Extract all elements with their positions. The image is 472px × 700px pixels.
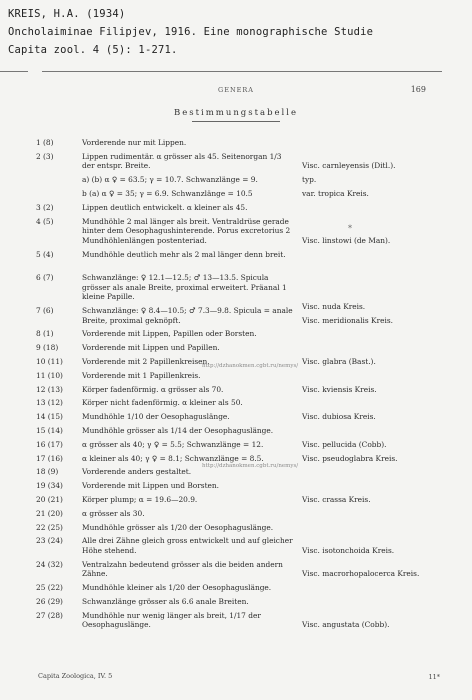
key-entry — [0, 306, 472, 329]
entry-number: 14 (15) — [36, 412, 63, 422]
entry-text: Vorderende mit 1 Papillenkreis. — [82, 370, 201, 380]
key-entry — [0, 523, 472, 537]
entry-text: Körper nicht fadenförmig. α kleiner als 50. — [82, 398, 243, 408]
key-entry — [0, 509, 472, 523]
species-name: Visc. crassa Kreis. — [302, 494, 371, 504]
page-number: 169 — [410, 85, 426, 94]
entry-text: Lippen deutlich entwickelt. α kleiner als 45. — [82, 202, 248, 212]
entry-text: a) (b) α ♀ = 63.5; γ = 10.7. Schwanzlänge = 9. — [82, 175, 258, 185]
entry-text: Vorderende nur mit Lippen. — [82, 138, 187, 147]
watermark-url: http://dzhanokmen.cgbt.ru/nemys/ — [202, 463, 299, 469]
entry-text: b (a) α ♀ = 35; γ = 6.9. Schwanzlänge = 10.5 — [82, 188, 253, 198]
entry-number: 21 (20) — [36, 508, 63, 518]
key-entry — [0, 597, 472, 611]
card-divider-left — [0, 71, 28, 72]
entry-text: Vorderende anders gestaltet. — [82, 467, 192, 477]
entry-number: 3 (2) — [36, 202, 54, 212]
species-name: Visc. angustata (Cobb). — [302, 620, 390, 630]
key-entry — [0, 189, 472, 203]
entry-text: Körper fadenförmig. α grösser als 70. — [82, 384, 224, 394]
entry-text: Vorderende mit Lippen und Papillen. — [82, 343, 220, 353]
entry-number: 12 (13) — [36, 384, 63, 394]
entry-text: Mundhöhle kleiner als 1/20 der Oesophaguslänge. — [82, 583, 272, 593]
card-author-line: KREIS, H.A. (1934) — [8, 8, 126, 20]
key-entry — [0, 138, 472, 152]
entry-text: α kleiner als 40; γ ♀ = 8.1; Schwanzlänge = 8.5. — [82, 453, 264, 463]
entry-text: Schwanzlänge: ♀ 12.1—12.5; ♂ 13—13.5. Spicula grösser als anale Breite, proximal erweitert. Präanal 1 kleine Papille. — [82, 272, 287, 302]
species-name: Visc. meridionalis Kreis. — [302, 315, 393, 325]
entry-number: 15 (14) — [36, 425, 63, 435]
entry-text: Lippen rudimentär. α grösser als 45. Seitenorgan 1/3 der entspr. Breite. — [82, 151, 282, 171]
entry-number: 11 (10) — [36, 370, 63, 380]
species-name: Visc. isotonchoida Kreis. — [302, 545, 395, 555]
entry-number: 27 (28) — [36, 610, 63, 620]
key-entry — [0, 175, 472, 189]
species-name: Visc. pellucida (Cobb). — [302, 439, 387, 449]
key-entry — [0, 152, 472, 175]
entry-text: Vorderende mit Lippen, Papillen oder Borsten. — [82, 329, 257, 339]
entry-number: 5 (4) — [36, 249, 54, 259]
species-name: typ. — [302, 175, 317, 185]
entry-number: 1 (8) — [36, 138, 54, 147]
key-heading: Bestimmungstabelle — [173, 108, 299, 118]
entry-text: Körper plump; α = 19.6—20.9. — [82, 494, 198, 504]
key-entry — [0, 203, 472, 217]
entry-number: 13 (12) — [36, 398, 63, 408]
species-name: var. tropica Kreis. — [302, 188, 369, 198]
entry-text: Vorderende mit Lippen und Borsten. — [82, 481, 220, 491]
key-entry — [0, 343, 472, 357]
entry-number: 18 (9) — [36, 467, 59, 477]
entry-number: 4 (5) — [36, 216, 54, 226]
key-entry — [0, 481, 472, 495]
entry-number: 2 (3) — [36, 151, 54, 161]
watermark-url: http://dzhanokmen.cgbt.ru/nemys/ — [202, 363, 299, 369]
key-entry — [0, 495, 472, 509]
entry-number: 16 (17) — [36, 439, 63, 449]
running-header: GENERA — [218, 86, 254, 94]
key-entry — [0, 440, 472, 454]
entry-text: α grösser als 30. — [82, 508, 145, 518]
key-entry — [0, 412, 472, 426]
entry-text: Schwanzlänge grösser als 6.6 anale Breiten. — [82, 596, 249, 606]
footer-journal: Capita Zoologica, IV. 5 — [38, 672, 113, 680]
entry-text: Vorderende mit 2 Papillenkreisen. — [82, 356, 210, 366]
identification-key — [0, 138, 472, 634]
key-entry — [0, 398, 472, 412]
entry-text: Mundhöhle grösser als 1/14 der Oesophaguslänge. — [82, 425, 274, 435]
entry-text: Mundhöhle 1/10 der Oesophaguslänge. — [82, 412, 230, 422]
entry-number: 25 (22) — [36, 583, 63, 593]
key-entry — [0, 467, 472, 481]
key-entry — [0, 611, 472, 634]
entry-number: 9 (18) — [36, 343, 59, 353]
entry-number: 8 (1) — [36, 329, 54, 339]
entry-text: Mundhöhle deutlich mehr als 2 mal länger denn breit. — [82, 249, 286, 259]
footer-signature: 11* — [428, 673, 440, 681]
key-entry — [0, 217, 472, 250]
entry-number: 23 (24) — [36, 536, 63, 546]
key-entry — [0, 329, 472, 343]
species-name: Visc. kviensis Kreis. — [302, 384, 377, 394]
entry-text: α grösser als 40; γ ♀ = 5.5; Schwanzlänge = 12. — [82, 439, 264, 449]
entry-number: 20 (21) — [36, 494, 63, 504]
entry-text: Mundhöhle nur wenig länger als breit, 1/17 der Oesophaguslänge. — [82, 610, 261, 630]
entry-text: Ventralzahn bedeutend grösser als die beiden andern Zähne. — [82, 559, 283, 579]
key-entry — [0, 560, 472, 583]
entry-number: 24 (32) — [36, 559, 63, 569]
entry-number: 19 (34) — [36, 481, 63, 491]
entry-text: Alle drei Zähne gleich gross entwickelt und auf gleicher Höhe stehend. — [82, 536, 293, 555]
key-entry — [0, 426, 472, 440]
entry-number: 10 (11) — [36, 356, 63, 366]
key-entry — [0, 371, 472, 385]
entry-number: 7 (6) — [36, 305, 54, 315]
card-divider — [42, 71, 442, 72]
key-entry — [0, 385, 472, 399]
heading-underline — [192, 121, 280, 122]
key-entry — [0, 536, 472, 559]
species-name: Visc. linstowi (de Man). — [302, 235, 391, 245]
entry-number: 6 (7) — [36, 272, 54, 282]
species-name: Visc. glabra (Bast.). — [302, 356, 376, 366]
card-title-line: Oncholaiminae Filipjev, 1916. Eine monographische Studie — [8, 26, 374, 38]
species-name: Visc. macrorhopalocerca Kreis. — [302, 569, 420, 579]
species-name: Visc. nuda Kreis. — [302, 301, 366, 311]
key-entry — [0, 583, 472, 597]
asterisk-mark: * — [348, 224, 352, 233]
species-name: Visc. dubiosa Kreis. — [302, 412, 376, 422]
entry-number: 26 (29) — [36, 596, 63, 606]
entry-text: Mundhöhle 2 mal länger als breit. Ventraldrüse gerade hinter dem Oesophagushinterende. Porus excretorius 2 Mundhöhlenlängen postenteriad. — [82, 216, 291, 245]
entry-text: Schwanzlänge: ♀ 8.4—10.5; ♂ 7.3—9.8. Spicula = anale Breite, proximal geknöpft. — [82, 305, 293, 325]
species-name: Visc. carnleyensis (Ditl.). — [302, 161, 396, 171]
entry-number: 17 (16) — [36, 453, 63, 463]
species-name: Visc. pseudoglabra Kreis. — [302, 453, 398, 463]
key-entry — [0, 250, 472, 273]
card-citation-line: Capita zool. 4 (5): 1-271. — [8, 44, 178, 56]
entry-number: 22 (25) — [36, 522, 63, 532]
entry-text: Mundhöhle grösser als 1/20 der Oesophaguslänge. — [82, 522, 274, 532]
